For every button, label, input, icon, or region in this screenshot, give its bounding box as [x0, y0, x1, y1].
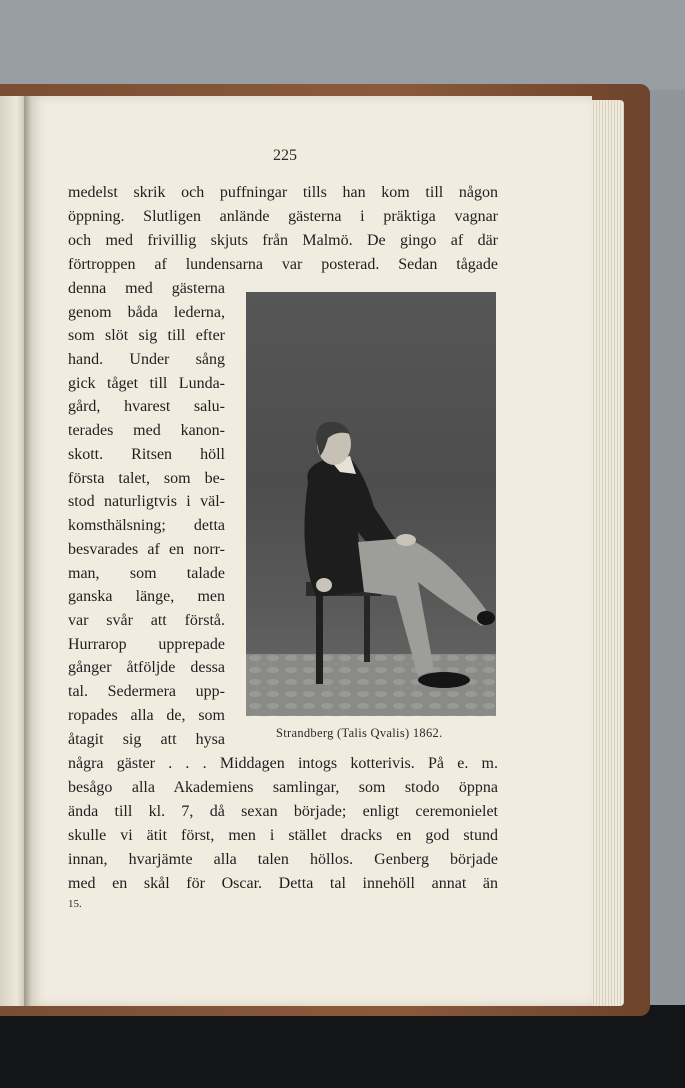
- text-line: ända till kl. 7, då sexan började; enligt ceremonielet: [68, 803, 498, 820]
- text-line: skulle vi ätit först, men i stället dracks en god stund: [68, 827, 498, 844]
- page-gutter: [24, 96, 32, 1006]
- text-line: genom båda lederna,: [68, 304, 225, 321]
- text-line: gick tåget till Lunda-: [68, 375, 225, 392]
- portrait-illustration: [246, 292, 496, 716]
- text-line: tal. Sedermera upp-: [68, 683, 225, 700]
- text-line: ganska länge, men: [68, 588, 225, 605]
- text-line: gånger åtföljde dessa: [68, 659, 225, 676]
- text-line: med en skål för Oscar. Detta tal innehöll annat än: [68, 875, 498, 892]
- text-line: ropades alla de, som: [68, 707, 225, 724]
- figure-shoe: [477, 611, 495, 625]
- text-line: Hurrarop upprepade: [68, 636, 225, 653]
- figure-shoe: [418, 672, 470, 688]
- page-edges: [588, 100, 624, 1006]
- text-line: skott. Ritsen höll: [68, 446, 225, 463]
- text-line: komsthälsning; detta: [68, 517, 225, 534]
- portrait-photograph: [246, 292, 496, 716]
- text-line: innan, hvarjämte alla talen höllos. Genberg började: [68, 851, 498, 868]
- text-line: medelst skrik och puffningar tills han kom till någon: [68, 184, 498, 201]
- text-line: var svår att förstå.: [68, 612, 225, 629]
- left-page-edge: [0, 96, 24, 1006]
- text-line: och med frivillig skjuts från Malmö. De gingo af där: [68, 232, 498, 249]
- text-line: besågo alla Akademiens samlingar, som stodo öppna: [68, 779, 498, 796]
- text-line: stod naturligtvis i väl-: [68, 493, 225, 510]
- text-line: denna med gästerna: [68, 280, 225, 297]
- text-line: några gäster . . . Middagen intogs kotterivis. På e. m.: [68, 755, 498, 772]
- text-line: besvarades af en norr-: [68, 541, 225, 558]
- text-line: hand. Under sång: [68, 351, 225, 368]
- page-number: 225: [273, 147, 297, 164]
- text-line: man, som talade: [68, 565, 225, 582]
- background-bottom: [0, 1005, 685, 1088]
- signature-mark: 15.: [68, 898, 82, 910]
- text-line: som slöt sig till efter: [68, 327, 225, 344]
- text-line: åtagit sig att hysa: [68, 731, 225, 748]
- text-line: första talet, som be-: [68, 470, 225, 487]
- text-line: terades med kanon-: [68, 422, 225, 439]
- figure-hand: [316, 578, 332, 592]
- text-line: öppning. Slutligen anlände gästerna i präktiga vagnar: [68, 208, 498, 225]
- chair-leg: [364, 592, 370, 662]
- chair-leg: [316, 592, 323, 684]
- background-top: [0, 0, 685, 90]
- text-line: gård, hvarest salu-: [68, 398, 225, 415]
- text-line: förtroppen af lundensarna var posterad. Sedan tågade: [68, 256, 498, 273]
- figure-hand: [396, 534, 416, 546]
- photo-caption: Strandberg (Talis Qvalis) 1862.: [276, 726, 443, 740]
